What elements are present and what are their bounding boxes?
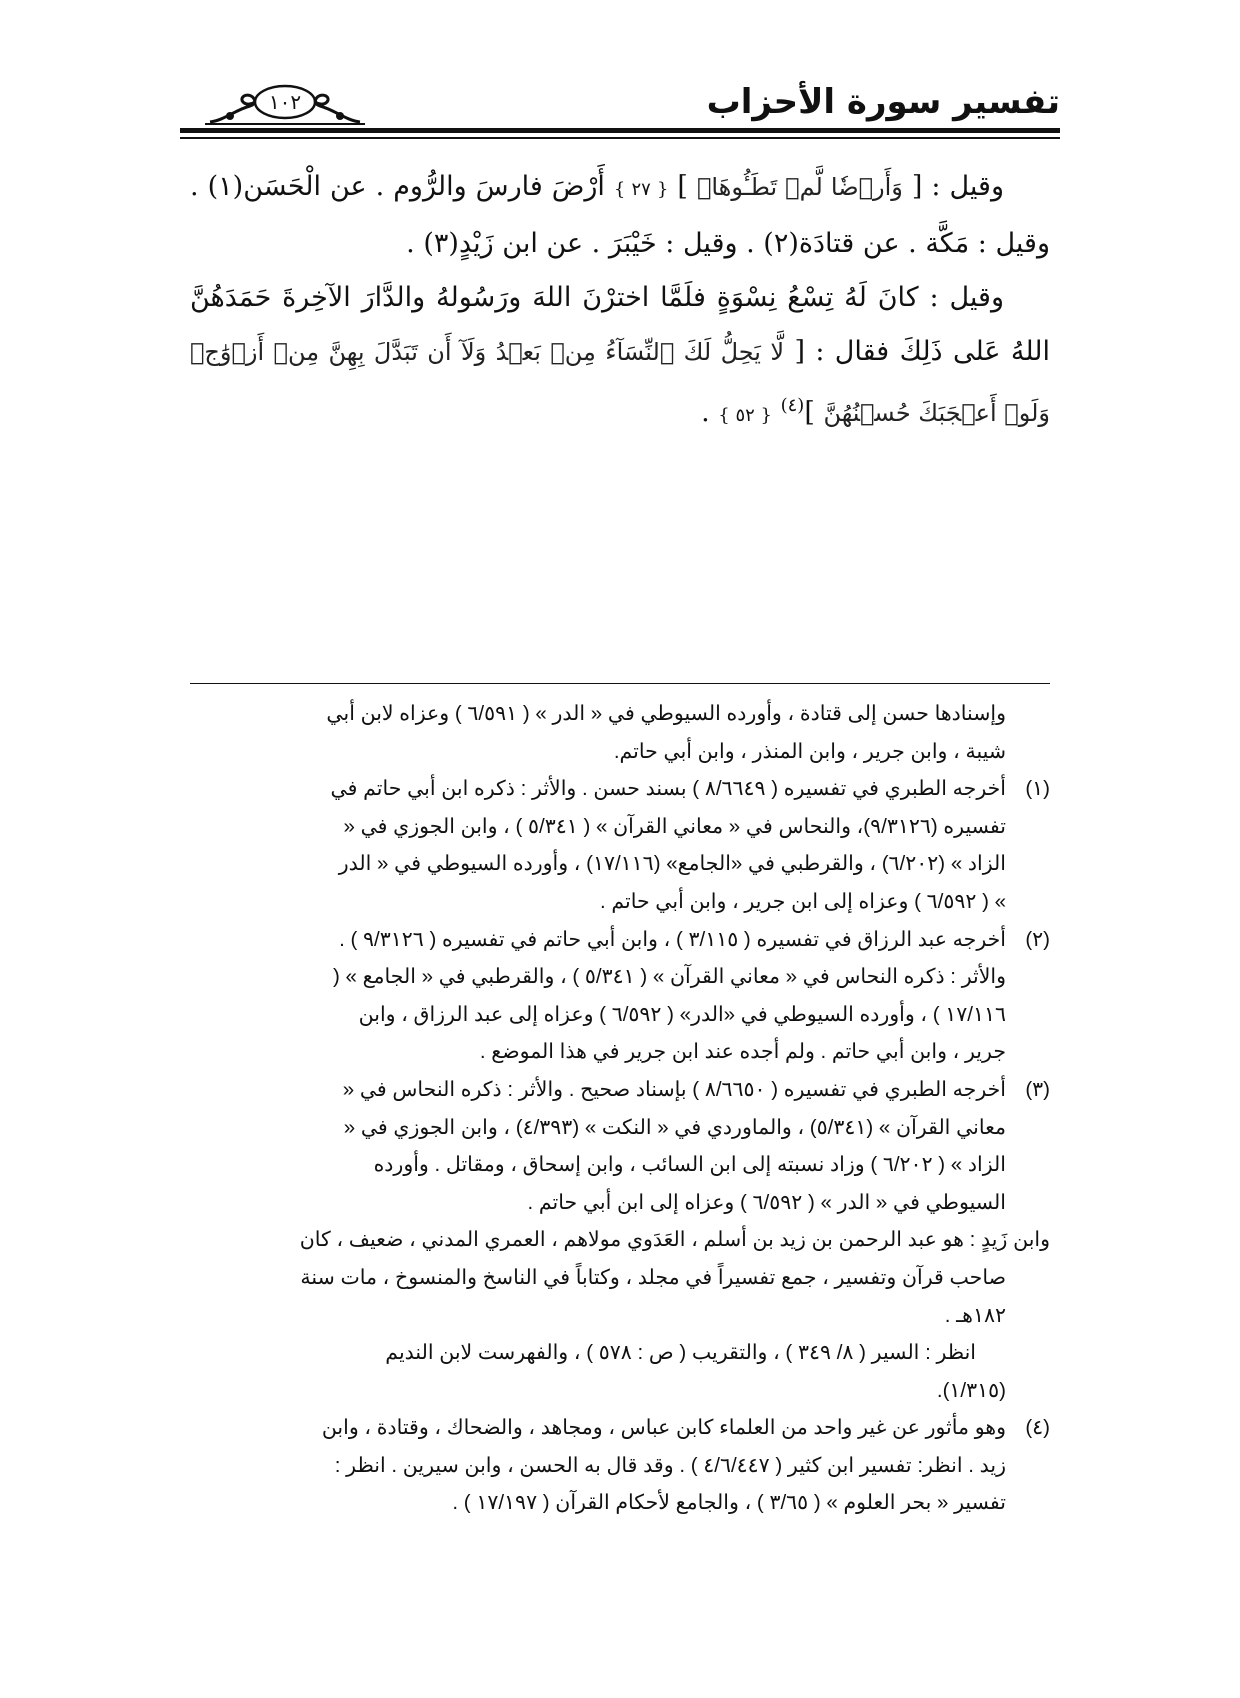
verse-reference: { ٥٢ } [718, 405, 772, 426]
text-run: ] [677, 171, 688, 202]
footnote-line: وإسنادها حسن إلى قتادة ، وأورده السيوطي في « الدر » ( ٦/٥٩١ ) وعزاه لابن أبي [326, 702, 1006, 725]
footnote-line: زيد . انظر: تفسير ابن كثير ( ٤/٦/٤٤٧ ) . وقد قال به الحسن ، وابن سيرين . انظر : [334, 1453, 1006, 1477]
footnote-number: (١) [1025, 777, 1050, 801]
footnote-line: أخرجه الطبري في تفسيره ( ٨/٦٦٥٠ ) بإسناد صحيح . والأثر : ذكره النحاس في « [342, 1077, 1006, 1101]
footnote-marker[interactable]: (١) [207, 171, 244, 202]
quran-verse: وَأَرۡضٗا لَّمۡ تَطَـُٔوهَاۚ [696, 173, 903, 201]
text-run: . [701, 397, 710, 428]
paragraph [190, 271, 1050, 443]
main-text [190, 160, 1050, 443]
text-run: . [406, 228, 415, 259]
footnote-line: جرير ، وابن أبي حاتم . ولم أجده عند ابن جرير في هذا الموضع . [479, 1040, 1006, 1064]
page-number: ١٠٢ [268, 90, 302, 114]
text-run: أَرْضَ فارسَ والرُّوم . عن الْحَسَن [243, 171, 605, 202]
footnote-line: ١٧/١١٦ ) ، وأورده السيوطي في «الدر» ( ٦/٥٩٢ ) وعزاه إلى عبد الرزاق ، وابن [358, 1002, 1006, 1026]
footnote-separator [190, 683, 1050, 684]
footnote-line: وهو مأثور عن غير واحد من العلماء كابن عباس ، ومجاهد ، والضحاك ، وقتادة ، وابن [321, 1416, 1006, 1440]
header-rule-thin [180, 137, 1060, 139]
footnote-marker[interactable]: (٢) [763, 228, 799, 259]
footnotes [190, 695, 1050, 1522]
footnote-line: الزاد » (٦/٢٠٢) ، والقرطبي في «الجامع» (١٧/١١٦) ، وأورده السيوطي في « الدر [338, 852, 1006, 876]
text-run: . وقيل : مَكَّة . عن قتادَة [190, 171, 1050, 259]
footnote-line: والأثر : ذكره النحاس في « معاني القرآن » ( ٥/٣٤١ ) ، والقرطبي في « الجامع » ( [332, 965, 1006, 989]
footnote-line: معاني القرآن » (٥/٣٤١) ، والماوردي في « النكت » (٤/٣٩٣) ، وابن الجوزي في « [343, 1115, 1006, 1139]
text-run: وقيل : [ [911, 171, 1004, 202]
quran-verse: لَّا يَحِلُّ لَكَ ٱلنِّسَآءُ مِنۢ بَعۡدُ وَلَآ أَن تَبَدَّلَ بِهِنَّ مِنۡ أَزۡوَٰجٖ وَلَوۡ أَعۡجَبَكَ حُسۡنُهُنَّ [190, 338, 1050, 427]
footnote-4 [190, 1409, 1050, 1447]
verse-reference: { ٢٧ } [613, 179, 669, 200]
footnote-line: انظر : السير ( ٨/ ٣٤٩ ) ، والتقريب ( ص : ٥٧٨ ) ، والفهرست لابن النديم [385, 1341, 976, 1365]
paragraph [190, 160, 1050, 271]
footnote-3 [190, 1071, 1050, 1109]
footnote-number: (٢) [1025, 927, 1050, 951]
footnote-1 [190, 770, 1050, 808]
page-number-ornament [200, 80, 370, 130]
footnote-line: شيبة ، وابن جرير ، وابن المنذر ، وابن أبي حاتم. [613, 739, 1006, 763]
footnote-marker[interactable]: (٤) [780, 395, 805, 416]
footnote-line: ١٨٢هـ . [944, 1303, 1006, 1327]
running-title: تفسير سورة الأحزاب [706, 82, 1060, 122]
footnote-line: صاحب قرآن وتفسير ، جمع تفسيراً في مجلد ، وكتاباً في الناسخ والمنسوخ ، مات سنة [300, 1265, 1006, 1289]
footnote-number: (٤) [1025, 1416, 1050, 1440]
footnote-line: أخرجه الطبري في تفسيره ( ٨/٦٦٤٩ ) بسند حسن . والأثر : ذكره ابن أبي حاتم في [330, 777, 1006, 801]
text-run: . وقيل : خَيْبَرَ . عن ابن زَيْدٍ [458, 228, 755, 259]
footnote-2 [190, 921, 1050, 959]
footnote-number: (٣) [1025, 1077, 1050, 1101]
footnote-marker[interactable]: (٣) [423, 228, 459, 259]
footnote-line: وابن زَيدٍ : هو عبد الرحمن بن زيد بن أسلم ، العَدَوي مولاهم ، العمري المدني ، ضعيف ، كان [299, 1228, 1050, 1252]
text-run: وقيل : كانَ لَهُ تِسْعُ نِسْوَةٍ فلَمَّا اخترْنَ اللهَ ورَسُولهُ والدَّارَ الآخِرةَ حَمَدَهُنَّ اللهُ عَلى ذَلِكَ فقال : [ [190, 282, 1051, 367]
footnote-line: السيوطي في « الدر » ( ٦/٥٩٢ ) وعزاه إلى ابن أبي حاتم . [527, 1190, 1006, 1214]
footnote-line: (١/٣١٥). [936, 1378, 1006, 1402]
header-rule-thick [180, 128, 1060, 133]
text-run: ] [804, 397, 815, 428]
footnote-line: » ( ٦/٥٩٢ ) وعزاه إلى ابن جرير ، وابن أبي حاتم . [599, 889, 1006, 913]
footnote-line: الزاد » ( ٦/٢٠٢ ) وزاد نسبته إلى ابن السائب ، وابن إسحاق ، ومقاتل . وأورده [373, 1153, 1006, 1177]
footnote-line: تفسير « بحر العلوم » ( ٣/٦٥ ) ، والجامع لأحكام القرآن ( ١٧/١٩٧ ) . [452, 1491, 1006, 1515]
footnote-line: تفسيره (٩/٣١٢٦)، والنحاس في « معاني القرآن » ( ٥/٣٤١ ) ، وابن الجوزي في « [343, 814, 1006, 838]
footnote-line: أخرجه عبد الرزاق في تفسيره ( ٣/١١٥ ) ، وابن أبي حاتم في تفسيره ( ٩/٣١٢٦ ) . [339, 927, 1006, 951]
